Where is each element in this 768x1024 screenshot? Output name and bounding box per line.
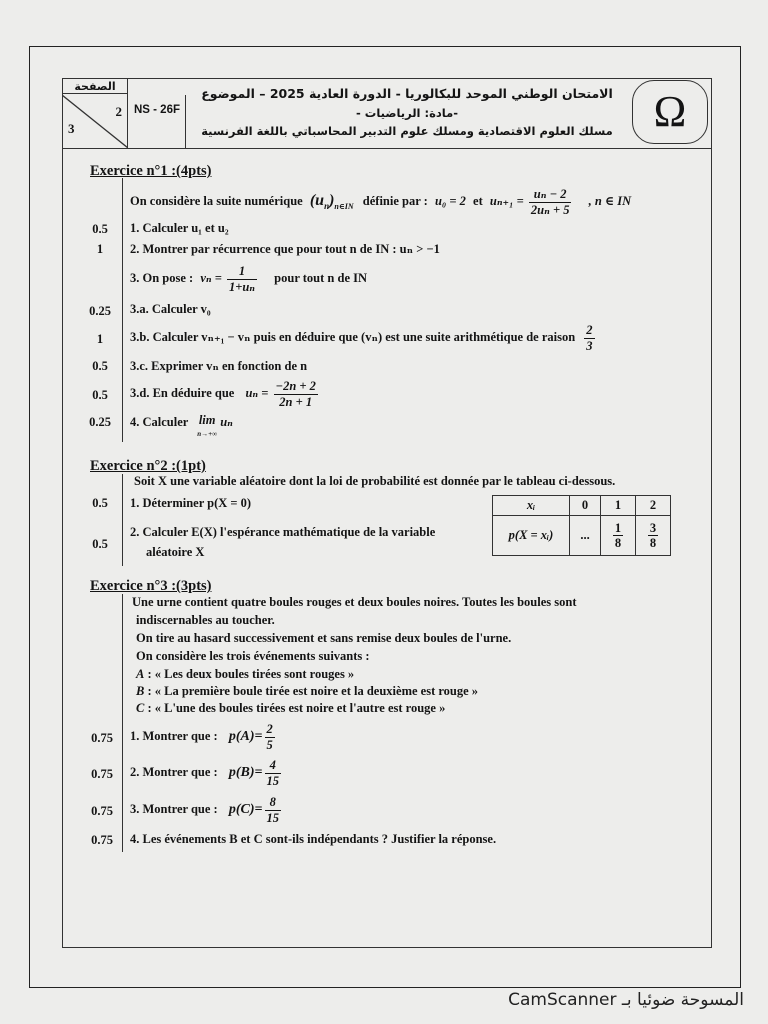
camscanner-watermark: CamScanner المسوحة ضوئيا بـ	[508, 990, 744, 1010]
table-header-0: 0	[570, 496, 601, 516]
points-ex1-q3a: 0.25	[89, 304, 111, 318]
points-ex1-q1: 0.5	[92, 222, 108, 236]
table-prob-label: p(X = xᵢ)	[493, 516, 570, 556]
exercise-1-margin-line	[122, 178, 123, 442]
ex1-u-numerator: −2n + 2	[275, 379, 316, 394]
code-box	[128, 95, 186, 149]
ex1-q3d-text: 3.d. En déduire que	[130, 386, 235, 400]
ex2-q2-line2: aléatoire X	[146, 545, 205, 559]
ex1-limit	[197, 414, 217, 440]
ex3-q4: 4. Les événements B et C sont-ils indépendants ? Justifier la réponse.	[130, 832, 497, 846]
ex1-q3-text: 3. On pose :	[130, 271, 194, 285]
probability-table	[492, 495, 671, 556]
ex1-v-tail: pour tout n de IN	[274, 271, 368, 285]
header-line-2: - مادة: الرياضيات-	[355, 106, 459, 120]
ex3-q3-text: 3. Montrer que :	[130, 802, 218, 816]
page-number: 2	[115, 104, 122, 119]
event-c-text: : « L'une des boules tirées est noire et l'autre est rouge »	[147, 701, 446, 715]
ex3-text-line-2: indiscernables au toucher.	[136, 613, 275, 627]
ex3-q3-lhs: p(C)=	[228, 802, 263, 817]
exam-header	[62, 78, 712, 149]
header-line-1: الامتحان الوطني الموحد للبكالوريا - الدورة العادية 2025 – الموضوع	[201, 86, 613, 101]
event-a-text: : « Les deux boules tirées sont rouges »	[147, 667, 355, 681]
ex3-q1-text: 1. Montrer que :	[130, 729, 218, 743]
ex3-q3-fraction	[265, 795, 282, 825]
page-total: 3	[68, 121, 75, 136]
table-header-1: 1	[601, 496, 636, 516]
table-prob-0: ...	[570, 516, 601, 556]
ex1-q3d	[130, 376, 320, 410]
ex1-v-fraction	[227, 264, 257, 294]
table-header-xi: xᵢ	[493, 496, 570, 516]
ex1-q3	[130, 263, 367, 294]
table-prob-2-fraction	[648, 521, 658, 551]
points-ex3-q3: 0.75	[91, 804, 113, 818]
exercise-2-margin-line	[122, 474, 123, 566]
ex1-raison-denominator: 3	[586, 338, 593, 353]
table-header-2: 2	[636, 496, 671, 516]
page-number-box	[62, 78, 128, 149]
exercise-3-title: Exercice n°3 :(3pts)	[90, 578, 212, 594]
event-b-label: B	[136, 684, 145, 698]
ex1-q3b-text: 3.b. Calculer vₙ₊₁ − vₙ puis en déduire que (vₙ) est une suite arithmétique de raison	[130, 330, 576, 344]
ex1-recurrence-fraction	[529, 187, 572, 217]
ex3-q3-numerator: 8	[265, 795, 282, 810]
ex1-recurrence-denominator: 2uₙ + 5	[530, 202, 570, 217]
ex1-et: et	[473, 194, 483, 208]
ex3-q1-lhs: p(A)=	[228, 729, 263, 744]
ex1-q3c: 3.c. Exprimer vₙ en fonction de n	[130, 359, 308, 373]
ex1-intro-text: On considère la suite numérique	[130, 194, 303, 208]
ex3-q1	[130, 719, 277, 754]
table-prob-1-denominator: 8	[614, 536, 622, 550]
points-ex1-q4: 0.25	[89, 415, 111, 429]
ex1-raison-numerator: 2	[586, 323, 593, 338]
ex1-q3a: 3.a. Calculer v₀	[130, 302, 211, 316]
ex3-text-line-1: Une urne contient quatre boules rouges et deux boules noires. Toutes les boules sont	[132, 595, 577, 609]
ex2-intro: Soit X une variable aléatoire dont la loi de probabilité est donnée par le tableau ci-dessous.	[134, 474, 616, 488]
ex1-q4-text: 4. Calculer	[130, 415, 189, 429]
points-ex3-q4: 0.75	[91, 833, 113, 847]
sequence-symbol: $(u_n)_{n\in IN}$	[309, 192, 354, 212]
points-ex1-q3b: 1	[96, 332, 104, 346]
table-prob-2-numerator: 3	[649, 520, 657, 535]
points-ex1-q2: 1	[96, 242, 104, 256]
ex1-v-lhs: vₙ =	[200, 271, 222, 285]
page-label: الصفحة	[62, 80, 128, 94]
ex2-q1: 1. Déterminer p(X = 0)	[130, 496, 252, 510]
table-prob-2-denominator: 8	[649, 536, 657, 550]
ex3-q2-denominator: 15	[266, 773, 279, 788]
ex1-v-denominator: 1+uₙ	[228, 279, 256, 294]
ex1-defined-text: définie par :	[362, 194, 428, 208]
ex1-u-lhs: uₙ =	[245, 386, 269, 400]
points-ex3-q2: 0.75	[91, 767, 113, 781]
exercise-1-title: Exercice n°1 :(4pts)	[90, 163, 212, 179]
ex3-q2	[130, 755, 283, 790]
ex3-event-c	[136, 701, 445, 716]
points-ex1-q3d: 0.5	[92, 388, 108, 402]
ex3-q2-lhs: p(B)=	[228, 765, 263, 780]
ex1-limit-word: lim	[198, 413, 216, 427]
points-ex2-q1: 0.5	[92, 496, 108, 510]
ex2-q2-line1: 2. Calculer E(X) l'espérance mathématique de la variable	[130, 525, 436, 539]
ex1-u0: u₀ = 2	[434, 194, 466, 208]
event-b-text: : « La première boule tirée est noire et la deuxième est rouge »	[147, 684, 479, 698]
table-prob-1	[601, 516, 636, 556]
ex1-q3b	[130, 320, 597, 354]
ex3-q1-fraction	[265, 722, 275, 752]
exercise-3-margin-line	[122, 594, 123, 852]
ex1-limit-tail: uₙ	[220, 415, 233, 429]
ex1-domain: , n ∈ IN	[588, 194, 632, 208]
points-ex3-q1: 0.75	[91, 731, 113, 745]
event-c-label: C	[136, 701, 145, 715]
table-prob-2	[636, 516, 671, 556]
ex1-q4	[130, 414, 233, 440]
ex1-intro	[130, 186, 631, 222]
ex3-q3-denominator: 15	[266, 810, 279, 825]
points-ex2-q2: 0.5	[92, 537, 108, 551]
exercise-2-title: Exercice n°2 :(1pt)	[90, 458, 206, 474]
ex1-u-fraction	[274, 379, 318, 409]
ex1-limit-sub: n→+∞	[197, 430, 218, 438]
ex1-recurrence-numerator: uₙ − 2	[529, 187, 572, 202]
ex1-u-denominator: 2n + 1	[279, 394, 313, 409]
table-prob-1-fraction	[613, 521, 623, 551]
ex3-q2-fraction	[265, 758, 282, 788]
ex1-raison-fraction	[584, 323, 594, 353]
points-ex1-q3c: 0.5	[92, 359, 108, 373]
ex3-q1-denominator: 5	[266, 737, 273, 752]
ex3-q2-text: 2. Montrer que :	[130, 765, 218, 779]
ex3-text-line-4: On considère les trois événements suivants :	[136, 649, 370, 663]
logo-box	[632, 80, 708, 144]
table-prob-1-numerator: 1	[614, 520, 622, 535]
ex1-recurrence-lhs: uₙ₊₁ =	[489, 194, 524, 208]
ex3-q2-numerator: 4	[265, 758, 282, 773]
ex1-q2: 2. Montrer par récurrence que pour tout n de IN : uₙ > −1	[130, 242, 440, 256]
ex1-q1: 1. Calculer u₁ et u₂	[130, 221, 229, 235]
omega-logo: Ω	[653, 87, 687, 136]
event-a-label: A	[136, 667, 145, 681]
header-line-3: مسلك العلوم الاقتصادية ومسلك علوم التدبير المحاسباتي باللغة الفرنسية	[201, 124, 613, 138]
ex3-event-a	[136, 667, 354, 682]
ex3-q3	[130, 792, 283, 827]
ex3-q1-numerator: 2	[266, 722, 273, 737]
ex3-text-line-3: On tire au hasard successivement et sans remise deux boules de l'urne.	[136, 631, 512, 645]
exam-code: NS - 26F	[133, 104, 180, 116]
ex1-v-numerator: 1	[227, 264, 257, 279]
ex3-event-b	[136, 684, 478, 699]
